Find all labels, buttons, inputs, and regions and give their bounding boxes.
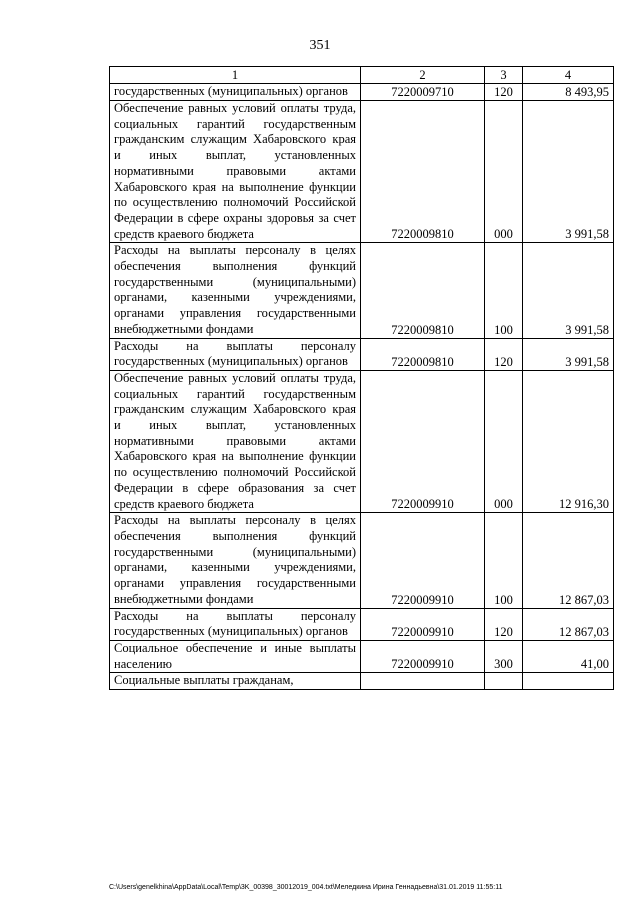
row-name: Обеспечение равных условий оплаты труда, социальных гарантий государственным гражданским служащим Хабаровского края и иных выплат, установленных нормативными правовыми актами Хабаровского края на выполнение функции по осуществлению полномочий Российской Федерации в сфере образования за счет средств краевого бюджета [110,370,361,512]
row-code: 7220009910 [361,640,485,672]
row-kvr: 000 [485,101,523,243]
table-row [110,640,614,672]
table-row [110,513,614,608]
row-kvr: 000 [485,370,523,512]
row-name: Социальные выплаты гражданам, [110,673,361,690]
row-kvr: 120 [485,338,523,370]
budget-table [109,66,614,690]
table-row [110,370,614,512]
table-row [110,673,614,690]
row-sum: 3 991,58 [523,101,614,243]
row-code: 7220009910 [361,370,485,512]
header-col-2: 2 [361,67,485,84]
row-kvr: 100 [485,243,523,338]
header-col-1: 1 [110,67,361,84]
row-kvr [485,673,523,690]
row-code: 7220009810 [361,338,485,370]
row-sum: 12 916,30 [523,370,614,512]
table-row [110,338,614,370]
row-sum [523,673,614,690]
row-kvr: 120 [485,608,523,640]
row-kvr: 120 [485,84,523,101]
row-sum: 12 867,03 [523,608,614,640]
row-code: 7220009910 [361,608,485,640]
row-code: 7220009710 [361,84,485,101]
row-name: Расходы на выплаты персоналу в целях обеспечения выполнения функций государственными (муниципальными) органами, казенными учреждениями, органами управления государственными внебюджетными фондами [110,243,361,338]
row-code: 7220009810 [361,243,485,338]
row-code: 7220009810 [361,101,485,243]
table-row [110,243,614,338]
row-kvr: 100 [485,513,523,608]
row-code: 7220009910 [361,513,485,608]
page-number: 351 [309,38,331,53]
row-sum: 3 991,58 [523,338,614,370]
row-name: Обеспечение равных условий оплаты труда, социальных гарантий государственным гражданским служащим Хабаровского края и иных выплат, установленных нормативными правовыми актами Хабаровского края на выполнение функции по осуществлению полномочий Российской Федерации в сфере охраны здоровья за счет средств краевого бюджета [110,101,361,243]
row-name: Социальное обеспечение и иные выплаты населению [110,640,361,672]
table-row [110,101,614,243]
row-sum: 8 493,95 [523,84,614,101]
header-col-3: 3 [485,67,523,84]
table-header-row [110,67,614,84]
row-name: Расходы на выплаты персоналу государственных (муниципальных) органов [110,338,361,370]
row-name: Расходы на выплаты персоналу государственных (муниципальных) органов [110,608,361,640]
row-sum: 41,00 [523,640,614,672]
table-row [110,608,614,640]
table-row [110,84,614,101]
row-sum: 12 867,03 [523,513,614,608]
row-kvr: 300 [485,640,523,672]
footer-file-path: C:\Users\genelkhina\AppData\Local\Temp\3K_00398_30012019_004.txt\Меледкина Ирина Геннадьевна\31.01.2019 11:55:11 [109,884,503,891]
row-sum: 3 991,58 [523,243,614,338]
row-name: Расходы на выплаты персоналу в целях обеспечения выполнения функций государственными (муниципальными) органами, казенными учреждениями, органами управления государственными внебюджетными фондами [110,513,361,608]
header-col-4: 4 [523,67,614,84]
row-name: государственных (муниципальных) органов [110,84,361,101]
row-code [361,673,485,690]
